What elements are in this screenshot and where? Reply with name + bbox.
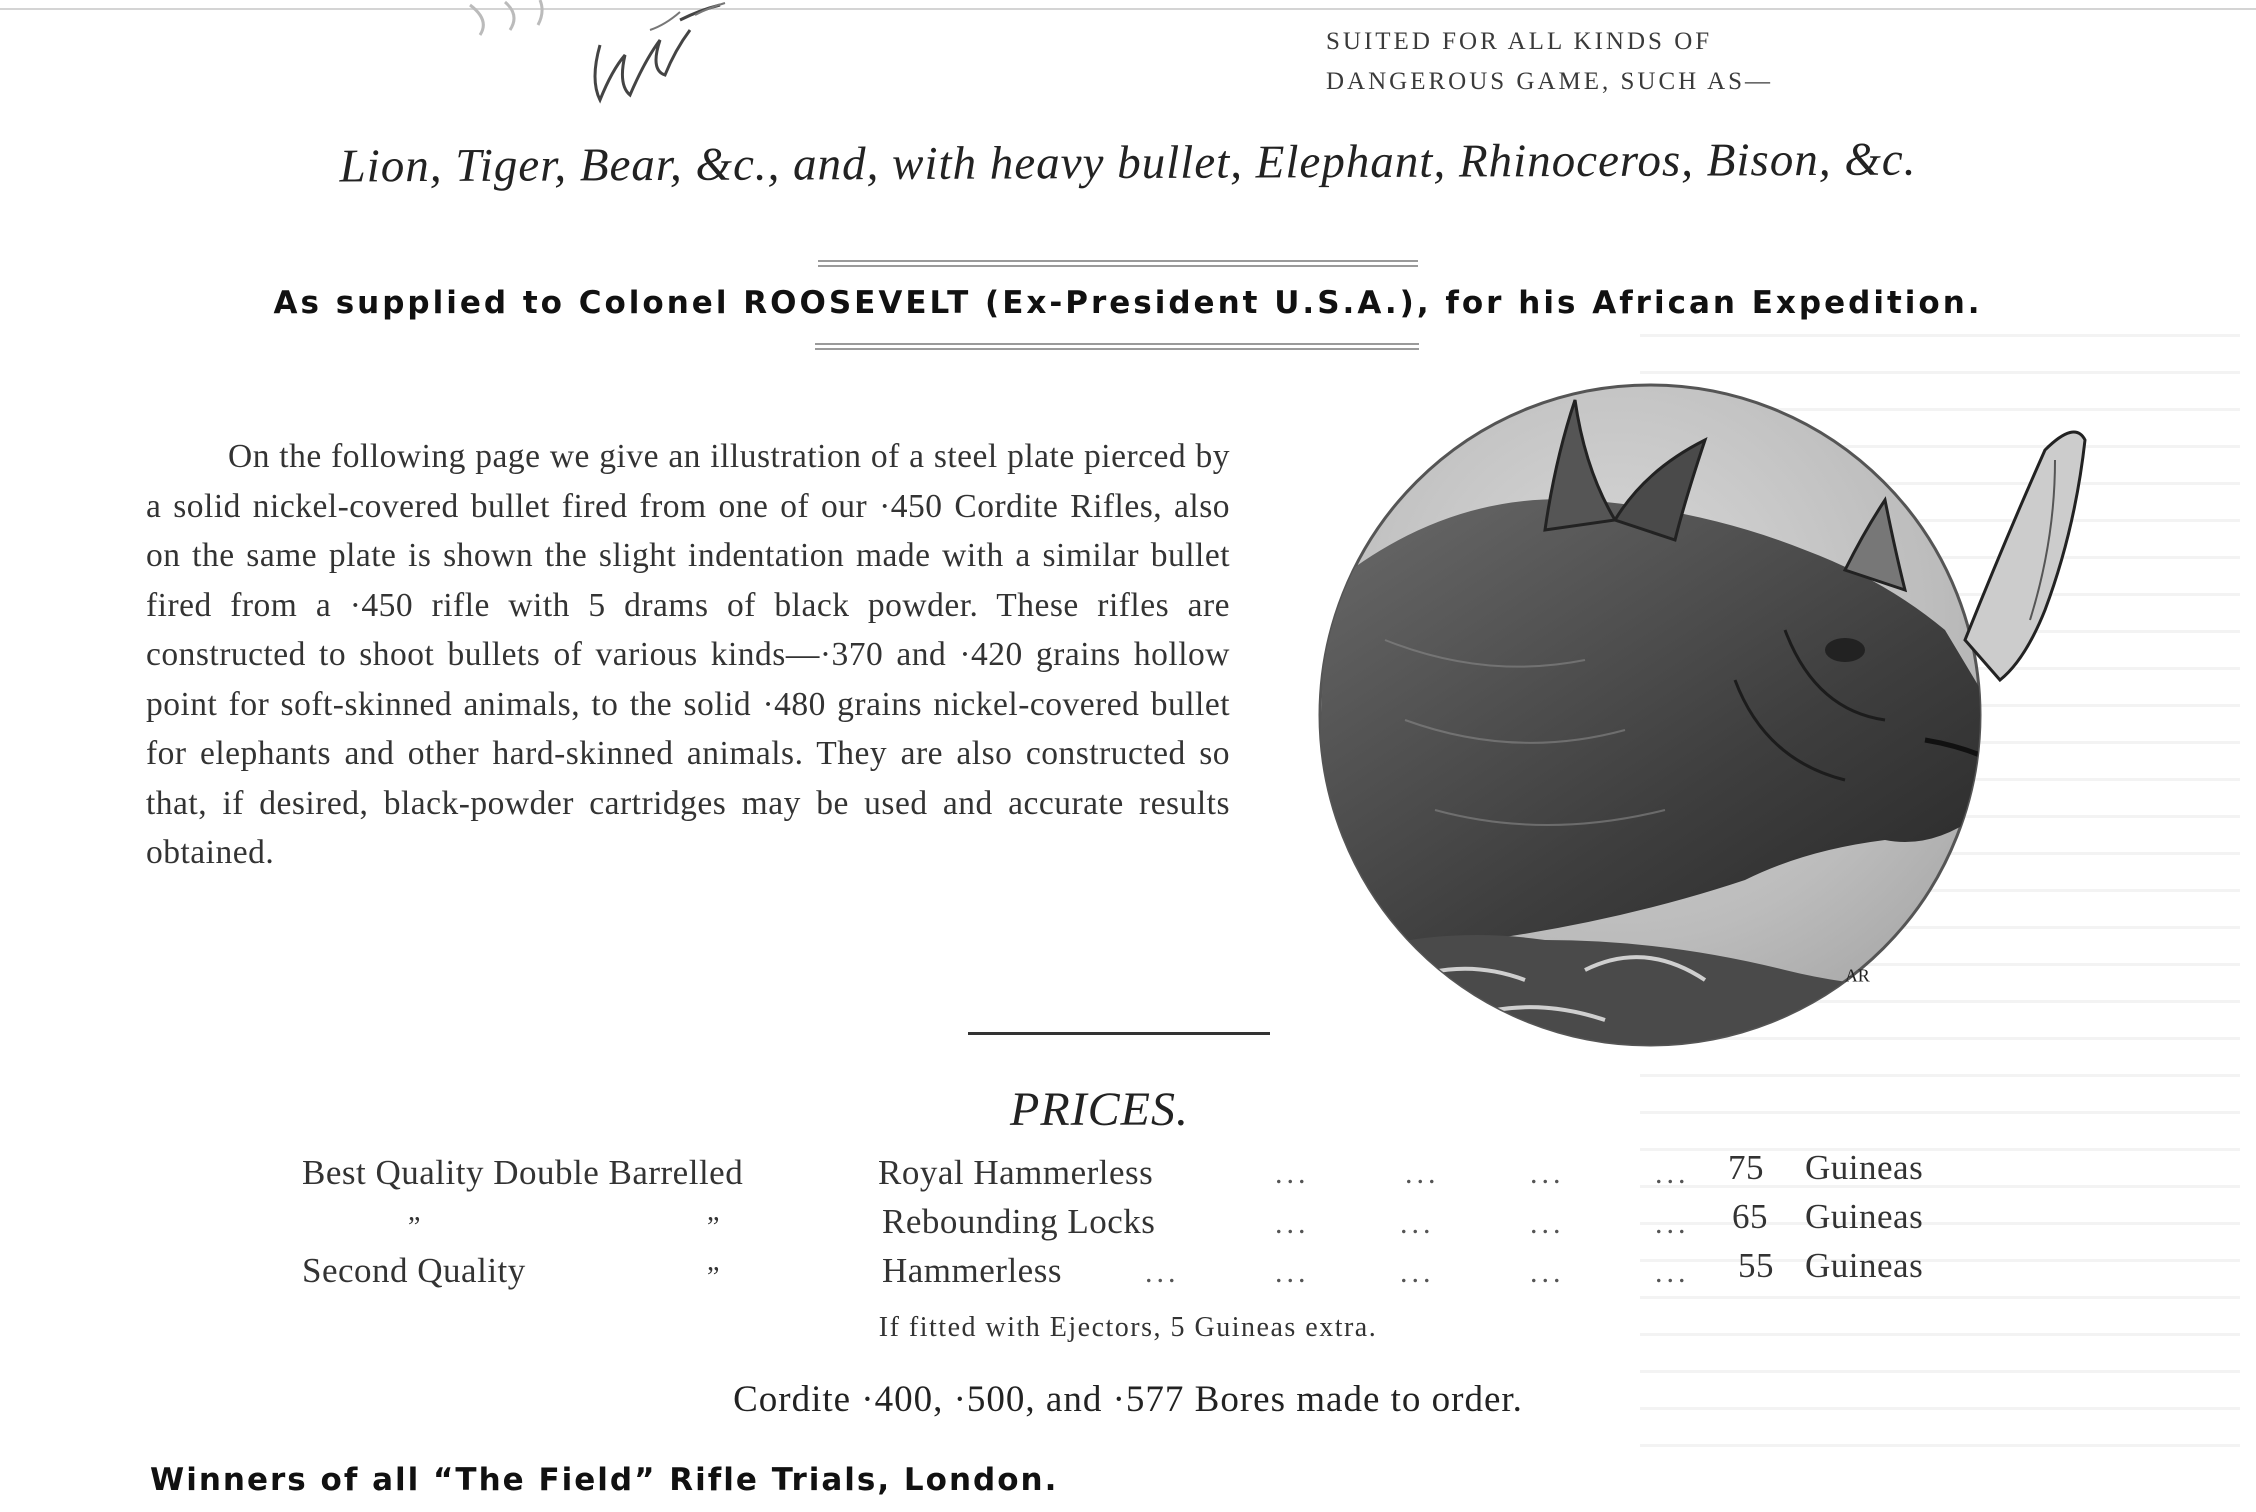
price-value: 75: [1728, 1148, 1764, 1187]
price-unit: Guineas: [1805, 1148, 1924, 1187]
ditto-mark: ”: [707, 1212, 720, 1243]
leader-dots: ...: [1400, 1207, 1435, 1240]
cordite-bores-line: Cordite ·400, ·500, and ·577 Bores made to order.: [733, 1379, 1523, 1420]
leader-dots: ...: [1405, 1157, 1440, 1190]
bottom-double-rule: [815, 343, 1419, 350]
price-row-model: Hammerless: [882, 1251, 1062, 1290]
leader-dots: ...: [1655, 1207, 1690, 1240]
price-row-model: Rebounding Locks: [882, 1202, 1156, 1241]
svg-text:ᴬᴿ: ᴬᴿ: [1845, 964, 1870, 997]
price-row: [302, 1153, 743, 1193]
price-row-quality: Second Quality: [302, 1251, 526, 1290]
price-row-quality: Best Quality Double Barrelled: [302, 1153, 744, 1192]
price-unit: Guineas: [1805, 1246, 1924, 1285]
description-paragraph: On the following page we give an illustration of a steel plate pierced by a solid nickel-covered bullet fired from one of our ·450 Cordite Rifles, also on the same plate is shown the slight indentation made with a similar bullet fired from a ·450 rifle with 5 drams of black powder. These rifles are constructed to shoot bullets of various kinds—·370 and ·420 grains hollow point for soft-skinned animals, to the solid ·480 grains nickel-covered bullet for elephants and other hard-skinned animals. They are also constructed so that, if desired, black-powder cartridges may be used and accurate results obtained.: [146, 438, 1230, 871]
price-value: 65: [1732, 1197, 1768, 1236]
prices-title: PRICES.: [1010, 1083, 1189, 1136]
game-heading-line1: SUITED FOR ALL KINDS OF: [1326, 28, 1713, 55]
leader-dots: ...: [1655, 1157, 1690, 1190]
game-heading-line2: DANGEROUS GAME, SUCH AS—: [1326, 68, 1774, 95]
prices-separator-rule: [968, 1032, 1270, 1035]
leader-dots: ...: [1530, 1157, 1565, 1190]
leader-dots: ...: [1655, 1256, 1690, 1289]
game-heading: [1326, 22, 1773, 102]
winners-line: Winners of all “The Field” Rifle Trials, London.: [150, 1462, 1059, 1498]
ejectors-note: If fitted with Ejectors, 5 Guineas extra.: [878, 1312, 1378, 1343]
top-border: [0, 8, 2256, 10]
rhinoceros-head-icon: [1285, 380, 2105, 1050]
top-double-rule: [818, 260, 1418, 267]
leader-dots: ...: [1530, 1256, 1565, 1289]
price-row-model: Royal Hammerless: [878, 1153, 1154, 1192]
leader-dots: ...: [1275, 1207, 1310, 1240]
roosevelt-line: As supplied to Colonel ROOSEVELT (Ex-President U.S.A.), for his African Expedition.: [273, 285, 1983, 321]
leader-dots: ...: [1530, 1207, 1565, 1240]
signature-sketch-icon: [450, 0, 750, 115]
ditto-mark: ”: [707, 1262, 720, 1293]
price-value: 55: [1738, 1246, 1774, 1285]
price-unit: Guineas: [1805, 1197, 1924, 1236]
leader-dots: ...: [1145, 1256, 1180, 1289]
leader-dots: ...: [1275, 1157, 1310, 1190]
leader-dots: ...: [1400, 1256, 1435, 1289]
leader-dots: ...: [1275, 1256, 1310, 1289]
game-list-line: Lion, Tiger, Bear, &c., and, with heavy bullet, Elephant, Rhinoceros, Bison, &c.: [339, 133, 1917, 193]
ditto-mark: ”: [408, 1212, 421, 1243]
